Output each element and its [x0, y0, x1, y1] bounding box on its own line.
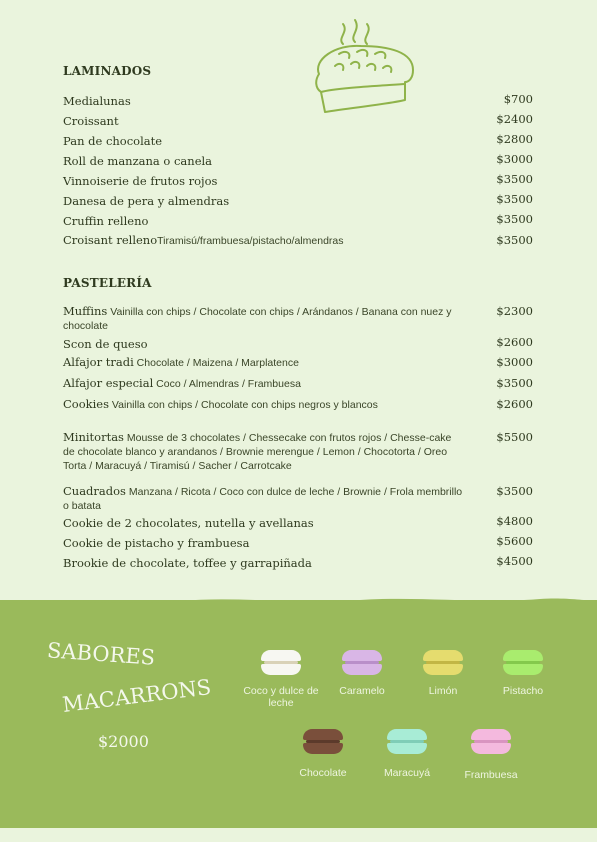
menu-item-price: $4500: [496, 554, 533, 568]
macaron-icon: [303, 729, 343, 755]
macarrons-band: [0, 600, 597, 828]
menu-item-description: Manzana / Ricota / Coco con dulce de leche / Brownie / Frola membrillo o batata: [63, 486, 463, 512]
macaron-flavor-label: Maracuyá: [383, 767, 431, 779]
menu-item-name: Cookies: [63, 397, 109, 411]
macaron-icon: [387, 729, 427, 755]
menu-item-name: Cookie de pistacho y frambuesa: [63, 536, 250, 550]
menu-item-price: $3000: [496, 355, 533, 369]
menu-item-price: $3500: [496, 192, 533, 206]
menu-item: [63, 514, 533, 531]
menu-item: [63, 534, 533, 551]
menu-item: [63, 152, 533, 169]
menu-item: [63, 92, 533, 109]
menu-item-price: $5600: [496, 534, 533, 548]
macaron-icon: [471, 729, 511, 755]
menu-item-description: Vainilla con chips / Chocolate con chips / Arándanos / Banana con nuez y chocolate: [63, 306, 452, 332]
menu-item-name: Scon de queso: [63, 337, 148, 351]
laminados-title: LAMINADOS: [63, 64, 152, 78]
menu-item-name: Croissant: [63, 114, 119, 128]
menu-item-name: Danesa de pera y almendras: [63, 194, 230, 208]
menu-item-price: $3000: [496, 152, 533, 166]
menu-item-description: Tiramisú/frambuesa/pistacho/almendras: [157, 235, 344, 247]
macaron-icon: [503, 650, 543, 676]
menu-item-name: Pan de chocolate: [63, 134, 163, 148]
menu-item-name: Brookie de chocolate, toffee y garrapiñada: [63, 556, 312, 570]
macarrons-title-line1: SABORES: [46, 638, 156, 670]
menu-item: [63, 397, 533, 411]
macaron-icon: [261, 650, 301, 676]
menu-item: [63, 376, 533, 390]
menu-item: [63, 192, 533, 209]
menu-item-price: $2800: [496, 132, 533, 146]
macaron-flavor-label: Limón: [428, 685, 458, 697]
menu-item-price: $3500: [496, 233, 533, 247]
menu-item-price: $3500: [496, 212, 533, 226]
menu-item-price: $2400: [496, 112, 533, 126]
menu-item-price: $4800: [496, 514, 533, 528]
menu-item: [63, 233, 533, 247]
menu-item-price: $700: [503, 92, 533, 106]
menu-item: [63, 212, 533, 229]
menu-item-name: Cookie de 2 chocolates, nutella y avellanas: [63, 516, 314, 530]
menu-item: [63, 355, 533, 369]
menu-item-description: Coco / Almendras / Frambuesa: [153, 378, 301, 390]
menu-item: [63, 172, 533, 189]
macaron-flavor-label: Caramelo: [339, 685, 385, 697]
menu-item-name: Muffins: [63, 304, 108, 318]
menu-item-price: $2600: [496, 397, 533, 411]
menu-item: [63, 132, 533, 149]
macaron-flavor-label: Coco y dulce de leche: [243, 685, 319, 709]
menu-item-price: $3500: [496, 484, 533, 498]
menu-item: [63, 304, 533, 332]
menu-item-name: Croisant relleno: [63, 233, 158, 247]
menu-item-name: Cuadrados: [63, 484, 126, 498]
menu-item-description: Vainilla con chips / Chocolate con chips negros y blancos: [109, 399, 378, 411]
menu-item-price: $3500: [496, 376, 533, 390]
wavy-edge: [0, 596, 597, 606]
menu-item: [63, 430, 533, 472]
steam-icon: [341, 24, 344, 44]
menu-item-name: Cruffin relleno: [63, 214, 149, 228]
menu-item-description: Chocolate / Maizena / Marplatence: [133, 357, 299, 369]
bottom-strip: [0, 828, 597, 842]
menu-item-name: Medialunas: [63, 94, 131, 108]
menu-item-name: Alfajor tradi: [63, 355, 134, 369]
macaron-flavor-label: Pistacho: [502, 685, 544, 697]
macaron-icon: [423, 650, 463, 676]
pasteleria-title: PASTELERÍA: [63, 276, 152, 290]
menu-item-price: $5500: [496, 430, 533, 444]
menu-item-description: Mousse de 3 chocolates / Chessecake con frutos rojos / Chesse-cake de chocolate blanco y arandanos / Brownie merengue / Lemon / Chocotorta / Oreo Torta / Maracuyá / Tiramisú / Sacher / Carrotcake: [63, 432, 452, 472]
macaron-flavor-label: Chocolate: [299, 767, 347, 779]
menu-item-price: $2300: [496, 304, 533, 318]
menu-item-name: Minitortas: [63, 430, 124, 444]
macarrons-price: $2000: [98, 732, 149, 751]
menu-item-name: Vinnoiserie de frutos rojos: [63, 174, 218, 188]
macaron-icon: [342, 650, 382, 676]
menu-item-price: $2600: [496, 335, 533, 349]
menu-item: [63, 554, 533, 571]
menu-item-price: $3500: [496, 172, 533, 186]
menu-item-name: Roll de manzana o canela: [63, 154, 213, 168]
menu-item-name: Alfajor especial: [63, 376, 154, 390]
menu-item: [63, 335, 533, 352]
macarrons-title-line2: MACARRONS: [61, 674, 213, 718]
menu-item: [63, 484, 533, 512]
macaron-flavor-label: Frambuesa: [464, 769, 518, 781]
menu-item: [63, 112, 533, 129]
